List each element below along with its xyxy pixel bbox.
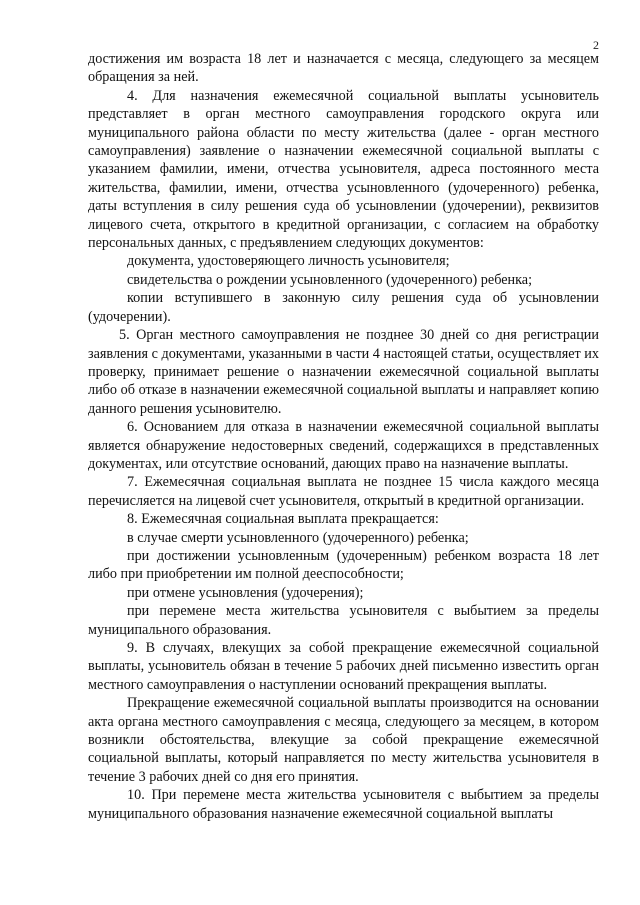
paragraph: копии вступившего в законную силу решения суда об усыновлении (удочерении). (88, 290, 599, 325)
paragraph: 7. Ежемесячная социальная выплата не позднее 15 числа каждого месяца перечисляется на лицевой счет усыновителя, открытый в кредитной организации. (88, 474, 599, 509)
paragraph: 10. При перемене места жительства усыновителя с выбытием за пределы муниципального образования назначение ежемесячной социальной выплаты (88, 787, 599, 822)
paragraph: Прекращение ежемесячной социальной выплаты производится на основании акта органа местного самоуправления с месяца, следующего за месяцем, в котором возникли обстоятельства, влекущие за собой прекращение ежемесячной социальной выплаты, который направляется по месту жительства усыновителя в течение 3 рабочих дней со дня его принятия. (88, 695, 599, 785)
paragraph: 6. Основанием для отказа в назначении ежемесячной социальной выплаты является обнаружение недостоверных сведений, содержащихся в представленных документах, или отсутствие оснований, дающих право на назначение выплаты. (88, 419, 599, 472)
paragraph: при отмене усыновления (удочерения); (127, 584, 364, 601)
page-number: 2 (593, 38, 599, 52)
paragraph: в случае смерти усыновленного (удочеренного) ребенка; (127, 529, 469, 546)
paragraph: достижения им возраста 18 лет и назначается с месяца, следующего за месяцем обращения за ней. (88, 51, 599, 86)
paragraph: при перемене места жительства усыновителя с выбытием за пределы муниципального образования. (88, 603, 599, 638)
paragraph: при достижении усыновленным (удочеренным) ребенком возраста 18 лет либо при приобретении им полной дееспособности; (88, 547, 599, 583)
paragraph: 4. Для назначения ежемесячной социальной выплаты усыновитель представляет в орган местного самоуправления городского округа или муниципального района области по месту жительства (далее - орган местного самоуправления) заявление о назначении ежемесячной социальной выплаты с указанием фамилии, имени, отчества усыновителя, адреса постоянного места жительства, фамилии, имени, отчества усыновленного (удочеренного) ребенка, даты вступления в силу решения суда об усыновлении (удочерении), реквизитов лицевого счета, открытого в кредитной организации, с согласием на обработку персональных данных, с предъявлением следующих документов: (88, 87, 599, 252)
paragraph: свидетельства о рождении усыновленного (удочеренного) ребенка; (127, 271, 533, 288)
paragraph: 8. Ежемесячная социальная выплата прекращается: (127, 511, 439, 528)
paragraph: 9. В случаях, влекущих за собой прекращение ежемесячной социальной выплаты, усыновитель обязан в течение 5 рабочих дней письменно известить орган местного самоуправления о наступлении оснований прекращения выплаты. (88, 640, 599, 693)
paragraph: документа, удостоверяющего личность усыновителя; (127, 253, 450, 270)
document-body (88, 50, 599, 823)
paragraph: 5. Орган местного самоуправления не позднее 30 дней со дня регистрации заявления с документами, указанными в части 4 настоящей статьи, осуществляет их проверку, принимает решение о назначении ежемесячной социальной выплаты либо об отказе в назначении ежемесячной социальной выплаты и направляет копию данного решения усыновителю. (88, 327, 599, 417)
